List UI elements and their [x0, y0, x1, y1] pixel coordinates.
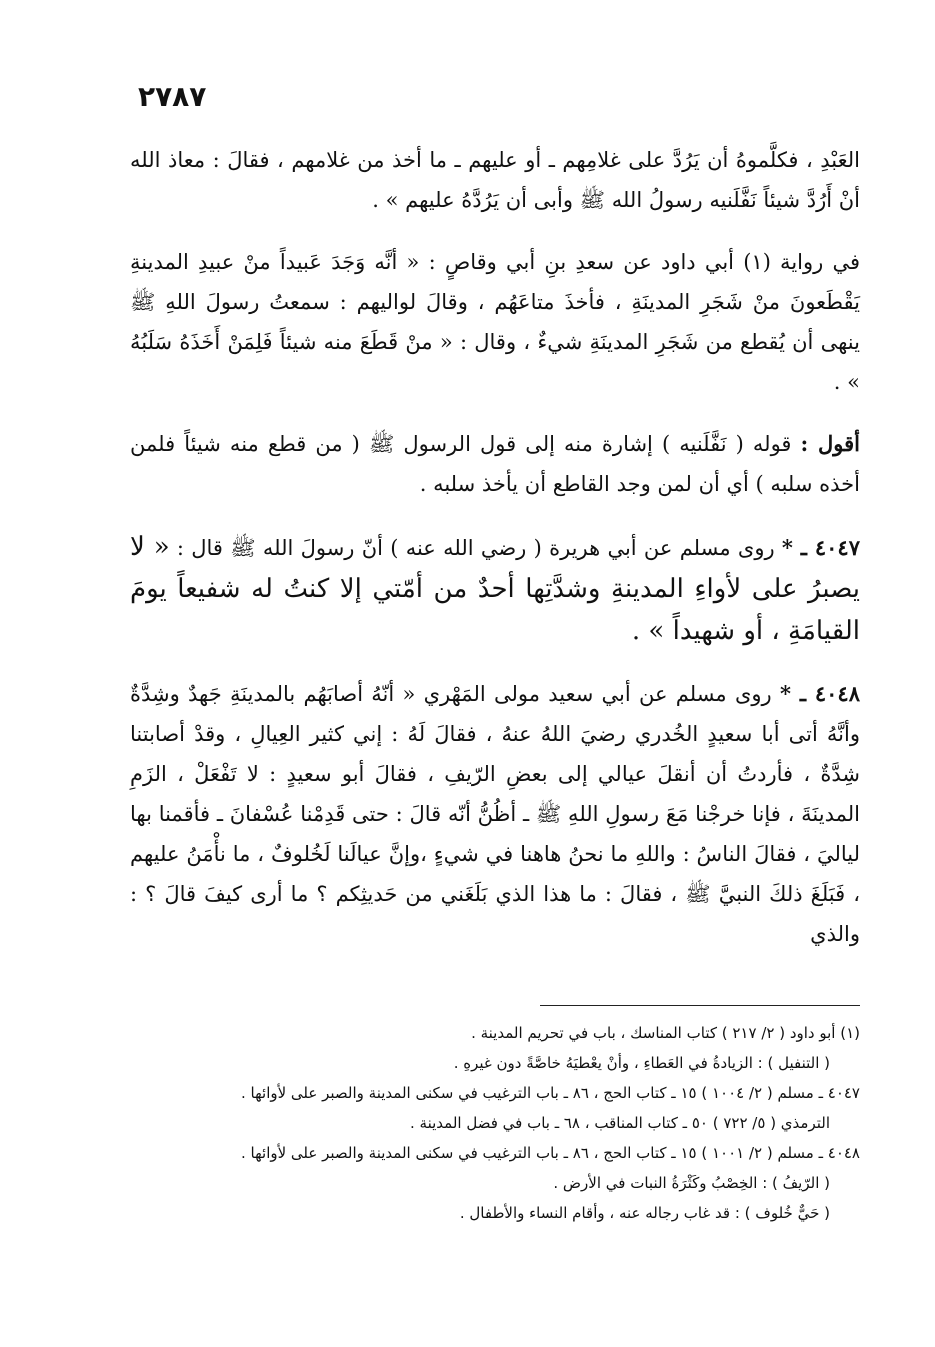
footnotes: [240, 1018, 860, 1228]
footnote-6: ( الرّيفُ ) : الخِصْبُ وكَثْرَةُ النبات في الأرض .: [553, 1174, 830, 1192]
footnote-7: ( حَيٌّ خُلوف ) : قد غاب رجاله عنه ، وأقام النساء والأطفال .: [459, 1204, 830, 1222]
hadith-4048-text: روى مسلم عن أبي سعيد مولى المَهْري « أنّهُ أصابَهُم بالمدينَةِ جَهدٌ وشِدَّةٌ وأنَّهُ أتى أبا سعيدٍ الخُدري رضيَ اللهُ عنهُ ، فقالَ لَهُ : إني كثير العِيالِ ، وقدْ أصابتنا شِدَّةٌ ، فأردتُ أن أنقلَ عيالي إلى بعضِ الرّيفِ ، فقالَ أبو سعيدٍ : لا تَفْعَلْ ، الزَمِ المدينَةَ ، فإنا خرجْنا مَعَ رسولِ اللهِ ﷺ ـ أظُنُّ أنّه قالَ : حتى قَدِمْنا عُسْفانَ ـ فأقمنا بها لياليَ ، فقالَ الناسُ : واللهِ ما نحنُ هاهنا في شيءٍ ،وإنَّ عيالَنا لَخُلوفٌ ، ما نأْمَنُ عليهم ، فَبَلَغَ ذلكَ النبيَّ ﷺ ، فقالَ : ما هذا الذي بَلَغَني من حَديثِكم ؟ ما أرى كيفَ قالَ ؟ : والذي: [130, 682, 860, 946]
footnote-5: ٤٠٤٨ ـ مسلم ( ٢/ ١٠٠١ ) ١٥ ـ كتاب الحج ، ٨٦ ـ باب الترغيب في سكنى المدينة والصبر على لأوائها .: [241, 1144, 860, 1162]
footnote-3: ٤٠٤٧ ـ مسلم ( ٢/ ١٠٠٤ ) ١٥ ـ كتاب الحج ، ٨٦ ـ باب الترغيب في سكنى المدينة والصبر على لأوائها .: [241, 1084, 860, 1102]
hadith-4048-number: ٤٠٤٨ ـ *: [779, 681, 860, 706]
footnote-divider: [540, 1005, 860, 1006]
paragraph-1: العَبْدِ ، فكلَّموهُ أن يَرُدَّ على غلامِهم ـ أو عليهم ـ ما أخذ من غلامهم ، فقالَ : معاذ الله أنْ أَرُدَّ شيئاً نَفَّلَنيه رسولُ الله ﷺ وأبى أن يَرُدَّهُ عليهم » .: [130, 148, 860, 212]
footnote-1: (١) أبو داود ( ٢/ ٢١٧ ) كتاب المناسك ، باب في تحريم المدينة .: [471, 1024, 860, 1042]
hadith-4047-number: ٤٠٤٧ ـ *: [781, 535, 860, 560]
hadith-4047: [130, 526, 860, 652]
hadith-4048: [130, 674, 860, 954]
footnote-2: ( التنفيل ) : الزيادةُ في العَطاءِ ، وأنْ يعْطيَهُ خاصَّةً دون غيرهِ .: [453, 1054, 830, 1072]
paragraph-3-lead: أقول :: [800, 431, 860, 456]
hadith-4047-intro: روى مسلم عن أبي هريرة ( رضي الله عنه ) أنّ رسولَ الله ﷺ قال :: [176, 536, 775, 560]
paragraph-3: [130, 424, 860, 504]
page-number: ٢٧٨٧: [138, 80, 207, 113]
paragraph-2: في رواية (١) أبي داود عن سعدِ بنِ أبي وقاصٍ : « أنَّه وَجَدَ عَبيداً منْ عبيدِ المدينةِ يَقْطَعونَ منْ شَجَرِ المدينَةِ ، فأخذَ متاعَهُم ، وقالَ لواليهم : سمعتُ رسولَ اللهِ ﷺ ينهى أن يُقطع من شَجَرِ المدينَةِ شيءٌ ، وقال : « منْ قَطَعَ منه شيئاً فَلِمَنْ أَخَذَهُ سَلَبُهُ » .: [130, 250, 861, 394]
main-text: [130, 140, 860, 976]
footnote-4: الترمذي ( ٥/ ٧٢٢ ) ٥٠ ـ كتاب المناقب ، ٦٨ ـ باب في فضل المدينة .: [410, 1114, 830, 1132]
paragraph-3-text: قوله ( نَفَّلَنيه ) إشارة منه إلى قول الرسول ﷺ ( من قطع منه شيئاً فلمن أخذه سلبه ) أي أن لمن وجد القاطع أن يأخذ سلبه .: [130, 432, 860, 496]
hadith-4047-quote: « لا يصبرُ على لأواءِ المدينةِ وشدَّتِها أحدٌ من أمّتي إلا كنتُ له شفيعاً يومَ القيامَةِ ، أو شهيداً » .: [130, 532, 860, 646]
